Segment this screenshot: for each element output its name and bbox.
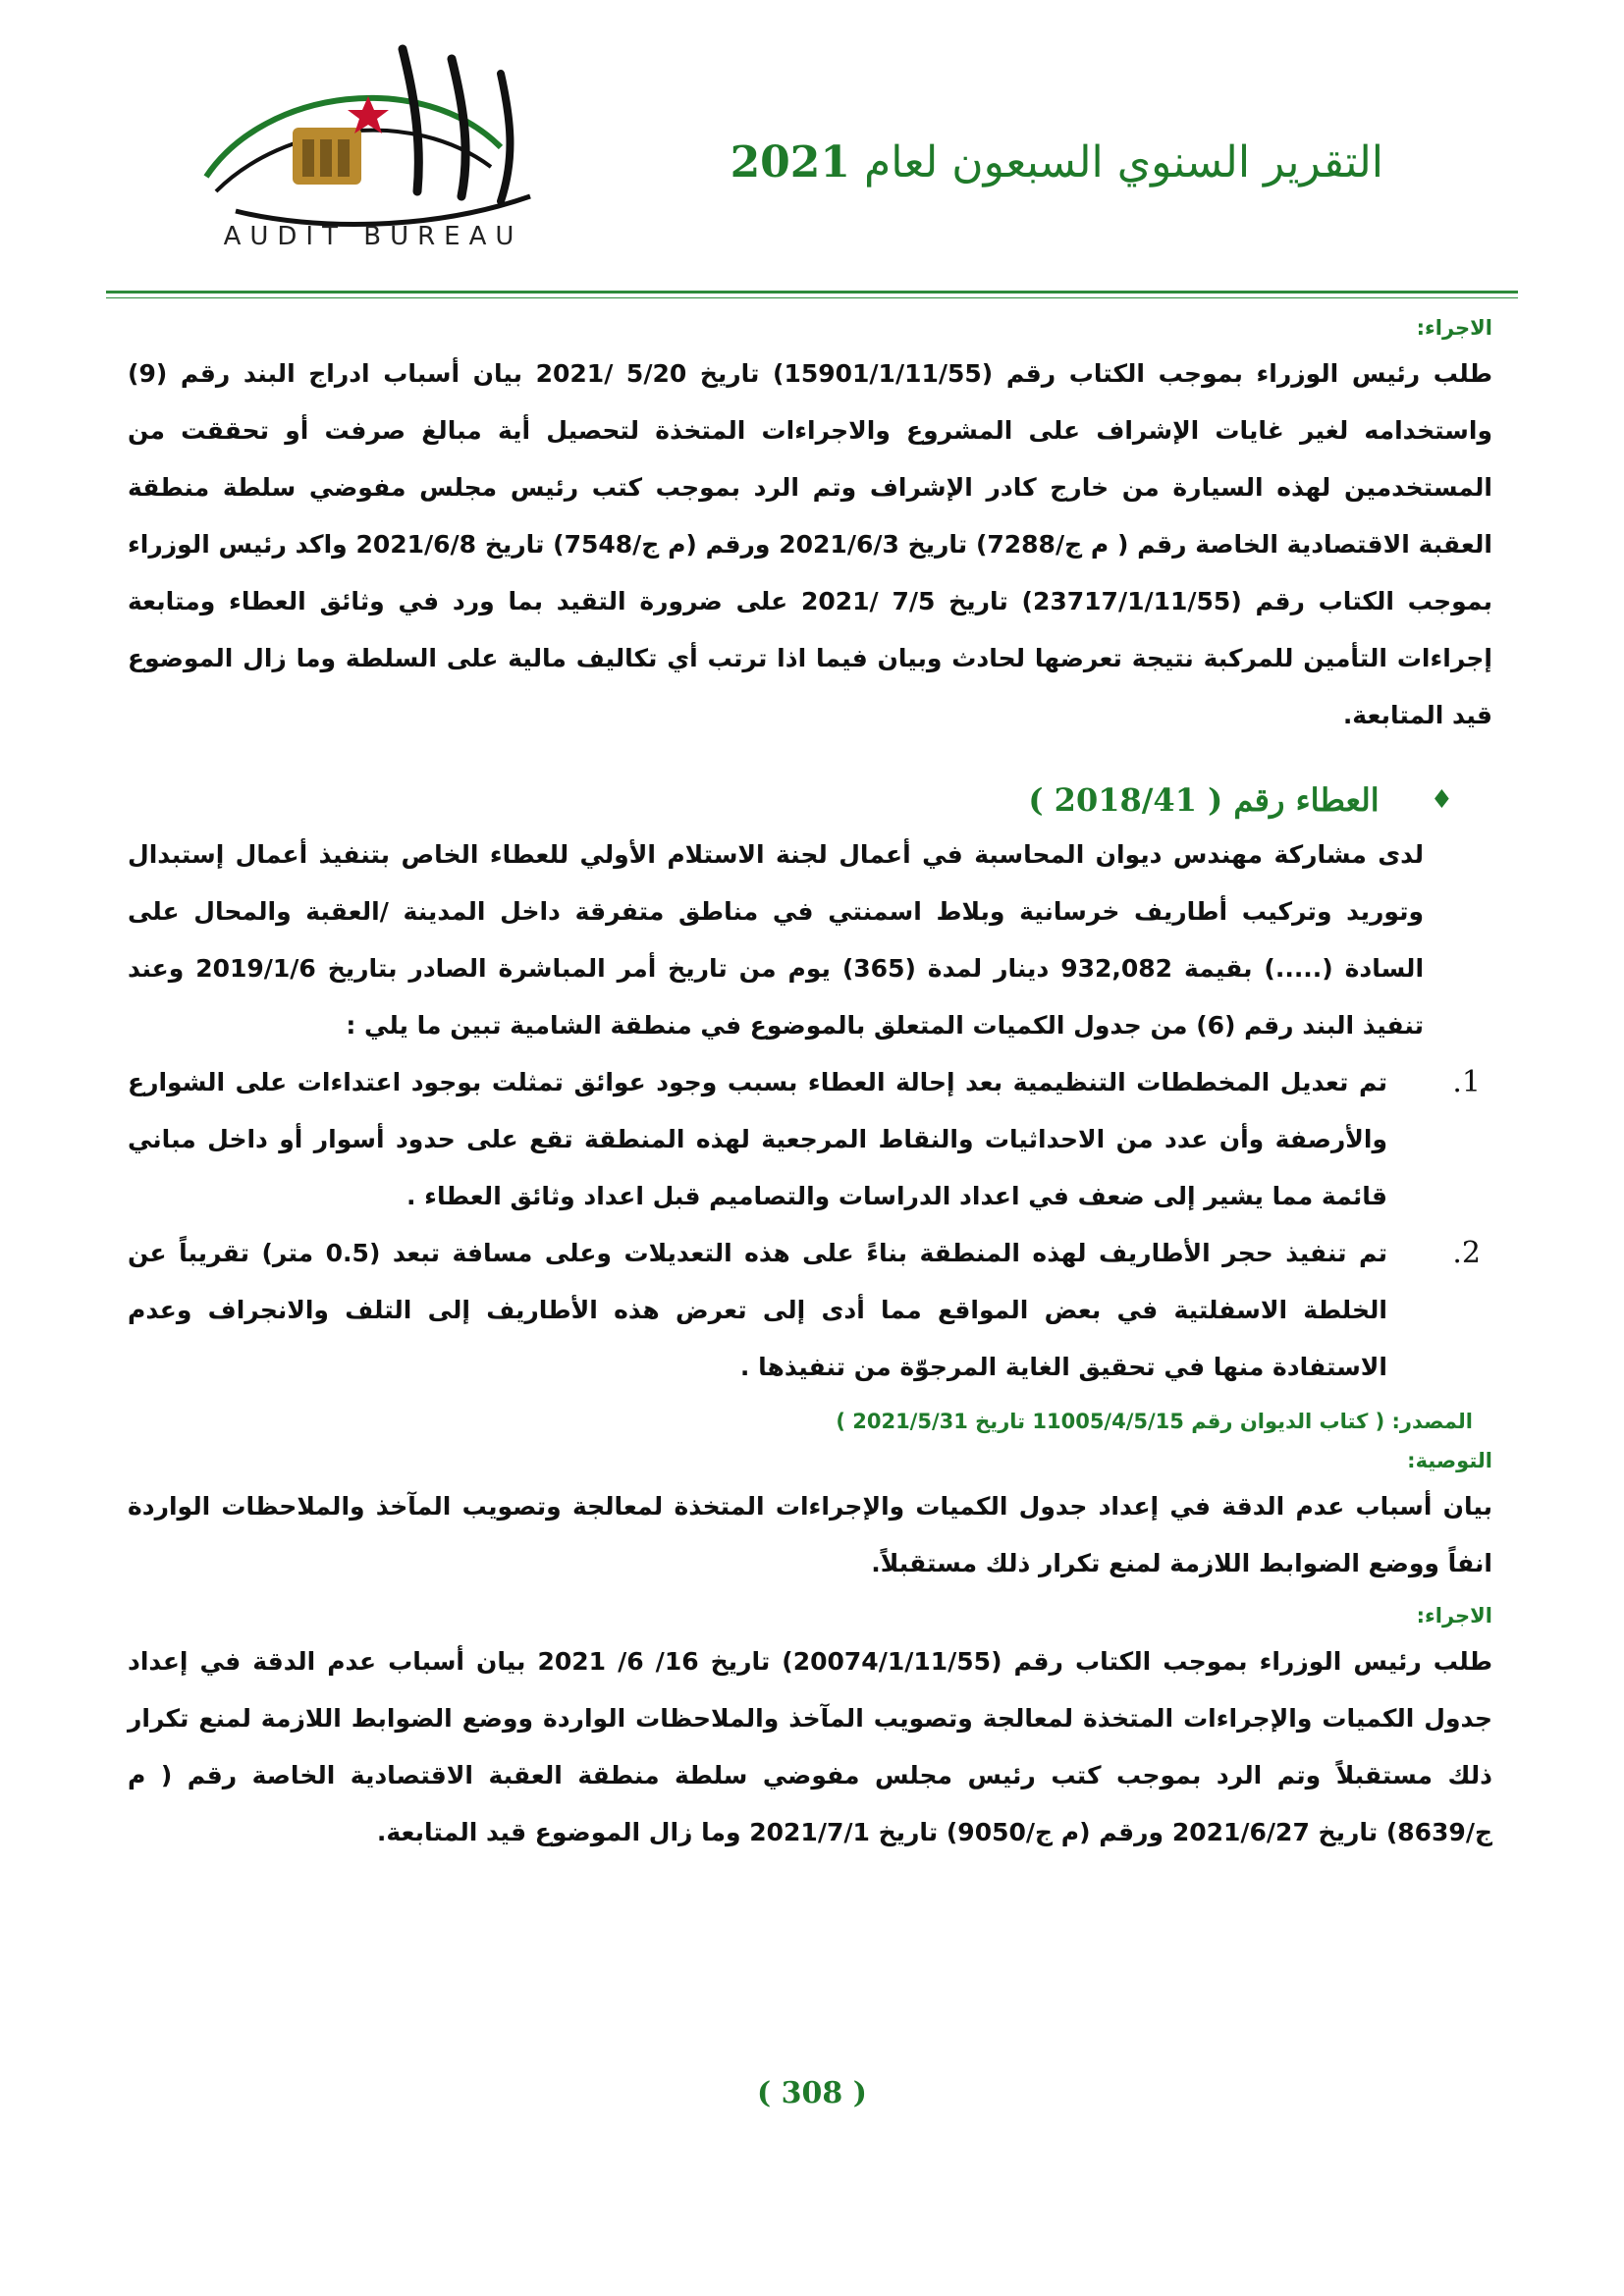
page-content xyxy=(128,304,1492,1861)
action-heading-1: الاجراء: xyxy=(1416,316,1492,340)
list-item-number: 2. xyxy=(1452,1236,1481,1270)
report-title-text: التقرير السنوي السبعون لعام xyxy=(864,137,1383,187)
logo-subtitle: AUDIT BUREAU xyxy=(223,222,523,251)
action-heading-2: الاجراء: xyxy=(1416,1604,1492,1628)
tender-title: العطاء رقم ( 2018/41 ) xyxy=(1028,781,1380,819)
action-paragraph-1: طلب رئيس الوزراء بموجب الكتاب رقم (15901/1/11/55) تاريخ 5/20 /2021 بيان أسباب ادراج البند رقم (9) واستخدامه لغير غايات الإشراف على المشروع والاجراءات المتخذة لتحصيل أية مبالغ صرفت أو تحققت من المستخدمين لهذه السيارة من خارج كادر الإشراف وتم الرد بموجب كتب رئيس مجلس مفوضي سلطة منطقة العقبة الاقتصادية الخاصة رقم ( م ج/7288) تاريخ 2021/6/3 ورقم (م ج/7548) تاريخ 2021/6/8 واكد رئيس الوزراء بموجب الكتاب رقم (23717/1/11/55) تاريخ 7/5 /2021 على ضرورة التقيد بما ورد في وثائق العطاء ومتابعة إجراءات التأمين للمركبة نتيجة تعرضها لحادث وبيان فيما اذا ترتب أي تكاليف مالية على السلطة وما زال الموضوع قيد المتابعة. xyxy=(128,359,1492,729)
list-item-number: 1. xyxy=(1452,1065,1481,1099)
recommendation-heading: التوصية: xyxy=(1407,1449,1492,1472)
list-item-text: تم تنفيذ حجر الأطاريف لهذه المنطقة بناءً على هذه التعديلات وعلى مسافة تبعد (0.5 متر) تقريباً عن الخلطة الاسفلتية في بعض المواقع مما أدى إلى تعرض هذه الأطاريف إلى التلف والانجراف وعدم الاستفادة منها في تحقيق الغاية المرجوّة من تنفيذها . xyxy=(128,1239,1387,1381)
action-paragraph-2: طلب رئيس الوزراء بموجب الكتاب رقم (20074/1/11/55) تاريخ 16/ 6/ 2021 بيان أسباب عدم الدقة في إعداد جدول الكميات والإجراءات المتخذة لمعالجة وتصويب المآخذ والملاحظات الواردة ووضع الضوابط اللازمة لمنع تكرار ذلك مستقبلاً وتم الرد بموجب كتب رئيس مجلس مفوضي سلطة منطقة العقبة الاقتصادية الخاصة رقم ( م ج/8639) تاريخ 2021/6/27 ورقم (م ج/9050) تاريخ 2021/7/1 وما زال الموضوع قيد المتابعة. xyxy=(128,1647,1492,1846)
header-rule-thin xyxy=(106,297,1518,298)
list-item xyxy=(128,1054,1492,1225)
tender-intro: لدى مشاركة مهندس ديوان المحاسبة في أعمال لجنة الاستلام الأولي للعطاء الخاص بتنفيذ أعمال إستبدال وتوريد وتركيب أطاريف خرسانية وبلاط اسمنتي في مناطق متفرقة داخل المدينة /العقبة والمحال على السادة (.....) بقيمة 932,082 دينار لمدة (365) يوم من تاريخ أمر المباشرة الصادر بتاريخ 2019/1/6 وعند تنفيذ البند رقم (6) من جدول الكميات المتعلق بالموضوع في منطقة الشامية تبين ما يلي : xyxy=(128,840,1425,1040)
recommendation-paragraph: بيان أسباب عدم الدقة في إعداد جدول الكميات والإجراءات المتخذة لمعالجة وتصويب المآخذ والملاحظات الواردة انفاً ووضع الضوابط اللازمة لمنع تكرار ذلك مستقبلاً. xyxy=(128,1492,1492,1577)
section-heading xyxy=(128,781,1492,819)
list-item xyxy=(128,1225,1492,1396)
list-item-text: تم تعديل المخططات التنظيمية بعد إحالة العطاء بسبب وجود عوائق تمثلت بوجود اعتداءات على الشوارع والأرصفة وأن عدد من الاحداثيات والنقاط المرجعية لهذه المنطقة تقع على حدود أسوار أو داخل مباني قائمة مما يشير إلى ضعف في اعداد الدراسات والتصاميم قبل اعداد وثائق العطاء . xyxy=(128,1068,1387,1210)
page-number: ( 308 ) xyxy=(757,2076,867,2110)
report-title xyxy=(731,137,1383,187)
report-year: 2021 xyxy=(730,137,851,187)
page-header xyxy=(0,0,1624,294)
header-rule xyxy=(106,291,1518,294)
diamond-bullet-icon: ♦ xyxy=(1430,785,1453,815)
source-note: المصدر: ( كتاب الديوان رقم 11005/4/5/15 تاريخ 2021/5/31 ) xyxy=(836,1410,1473,1433)
